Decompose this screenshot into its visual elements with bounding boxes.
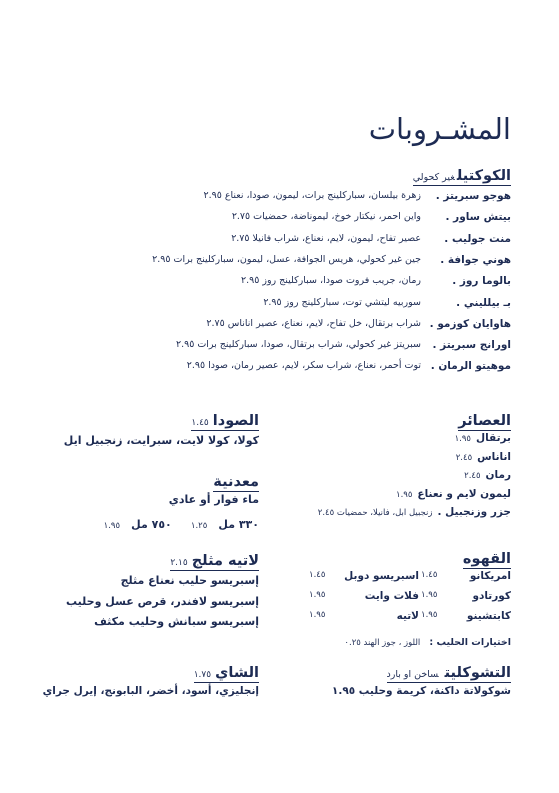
cocktail-name: منت جوليب . xyxy=(444,232,511,245)
coffee-name: كابتشينو xyxy=(466,610,511,622)
iced-latte-item: إسبريسو حليب نعناع مثلج xyxy=(120,574,259,587)
hot-choc-desc: شوكولاتة داكنة، كريمة وحليب ١.٩٥ xyxy=(331,685,511,697)
cocktail-desc: واين احمر، نيكتار خوخ، ليموناضة، حمضيات ٢.٧٥ xyxy=(231,211,421,223)
cocktail-desc: رمان، جريب فروت صودا، سباركلينج روز ٢.٩٥ xyxy=(241,275,421,287)
cocktail-name: اورانج سبريتز . xyxy=(432,339,511,352)
iced-latte-item: إسبريسو سبانش وحليب مكثف xyxy=(94,615,259,628)
juice-name: اناناس xyxy=(477,450,511,463)
coffee-name: لاتيه xyxy=(396,610,419,622)
cocktail-name: موهيتو الرمان . xyxy=(430,360,511,373)
juice-row xyxy=(318,506,511,518)
cocktail-desc: سبريتز غير كحولي، شراب برتقال، صودا، سباركلينج برات ٢.٩٥ xyxy=(175,339,421,351)
iced-latte-heading: لاتيه مثلج٢.١٥ xyxy=(170,553,259,569)
cocktail-name: بـ بيلليني . xyxy=(456,296,511,309)
tea-desc: إنجليزي، أسود، أخضر، البابونج، إيرل جراي xyxy=(42,685,259,697)
cocktail-desc: جين غير كحولي، هريس الجوافة، عسل، ليمون، سباركلينج برات ٢.٩٥ xyxy=(152,253,421,265)
cocktail-row xyxy=(91,190,511,208)
juice-name: جزر وزنجبيل . xyxy=(437,506,511,518)
cocktail-row xyxy=(91,339,511,357)
juice-row xyxy=(455,432,511,444)
milk-options: اختيارات الحليب : اللوز ، جوز الهند ٠.٢٥ xyxy=(344,637,511,648)
juice-list xyxy=(291,432,511,522)
coffee-name: امريكانو xyxy=(469,570,511,582)
cocktail-name: بيتش ساور . xyxy=(445,211,511,224)
coffee-name: كورتادو xyxy=(472,590,511,602)
cocktail-row xyxy=(91,254,511,272)
coffee-price: ١.٩٥ xyxy=(309,590,326,600)
juice-price: زنجبيل ابل، فانيلا، حمضيات ٢.٤٥ xyxy=(317,508,433,518)
cocktail-row xyxy=(91,275,511,293)
tea-heading: الشاي١.٧٥ xyxy=(193,665,259,681)
cocktail-desc: زهرة بيلسان، سباركلينج برات، ليمون، صودا، نعناع ٢.٩٥ xyxy=(203,190,421,201)
cocktail-name: بالوما روز . xyxy=(452,275,511,288)
cocktail-desc: عصير تفاح، ليمون، لايم، نعناع، شراب فانيلا ٢.٧٥ xyxy=(231,232,421,244)
cocktail-desc: شراب برتقال، خل تفاح، لايم، نعناع، عصير اناناس ٢.٧٥ xyxy=(206,317,421,329)
juice-name: ليمون لايم و نعناع xyxy=(417,487,511,500)
water-sizes: ٣٣٠ مل ١.٢٥ ٧٥٠ مل ١.٩٥ xyxy=(103,518,259,531)
coffee-name: فلات وايت xyxy=(364,590,419,602)
hot-choc-heading: التشوكليتساخن او بارد xyxy=(386,665,511,681)
coffee-price: ١.٤٥ xyxy=(421,570,438,580)
coffee-price: ١.٩٥ xyxy=(421,610,438,620)
soda-heading: الصودا١.٤٥ xyxy=(191,413,259,429)
page-title: المشـروبات xyxy=(368,112,511,146)
juice-row xyxy=(464,469,511,481)
cocktail-row xyxy=(91,233,511,251)
cocktail-row xyxy=(91,211,511,229)
coffee-price: ١.٩٥ xyxy=(309,610,326,620)
juices-heading: العصائر xyxy=(458,413,511,429)
juice-price: ٢.٤٥ xyxy=(464,471,481,481)
coffee-heading: القهوه xyxy=(462,551,511,567)
juice-name: برتقال xyxy=(475,432,511,444)
juice-row xyxy=(456,451,511,463)
iced-latte-list xyxy=(59,574,259,634)
cocktail-row xyxy=(91,360,511,378)
cocktails-heading: الكوكتيلغير كحولي xyxy=(412,168,511,184)
cocktail-name: هوجو سبريتز . xyxy=(435,190,511,202)
coffee-price: ١.٤٥ xyxy=(309,570,326,580)
soda-items: كولا، كولا لايت، سبرايت، زنجبيل ايل xyxy=(63,434,259,447)
cocktail-desc: سوربيه ليتشي توت، سباركلينج روز ٢.٩٥ xyxy=(263,296,421,308)
water-desc: ماء فوار أو عادي xyxy=(168,493,259,506)
coffee-name: اسبريسو دوبل xyxy=(344,570,419,582)
juice-name: رمان xyxy=(485,469,511,481)
juice-price: ١.٩٥ xyxy=(454,434,471,444)
coffee-price: ١.٩٥ xyxy=(421,590,438,600)
cocktail-desc: توت أحمر، نعناع، شراب سكر، لايم، عصير رمان، صودا ٢.٩٥ xyxy=(186,360,421,372)
juice-price: ١.٩٥ xyxy=(396,489,413,500)
cocktail-name: هاوايان كوزمو . xyxy=(429,317,511,330)
juice-row xyxy=(396,488,511,500)
cocktail-row xyxy=(91,318,511,336)
cocktail-row xyxy=(91,297,511,315)
juice-price: ٢.٤٥ xyxy=(455,452,473,463)
water-heading: معدنية xyxy=(213,474,259,490)
cocktail-name: هوني جوافة . xyxy=(440,253,511,266)
iced-latte-item: إسبريسو لافندر، قرص عسل وحليب xyxy=(66,594,259,608)
